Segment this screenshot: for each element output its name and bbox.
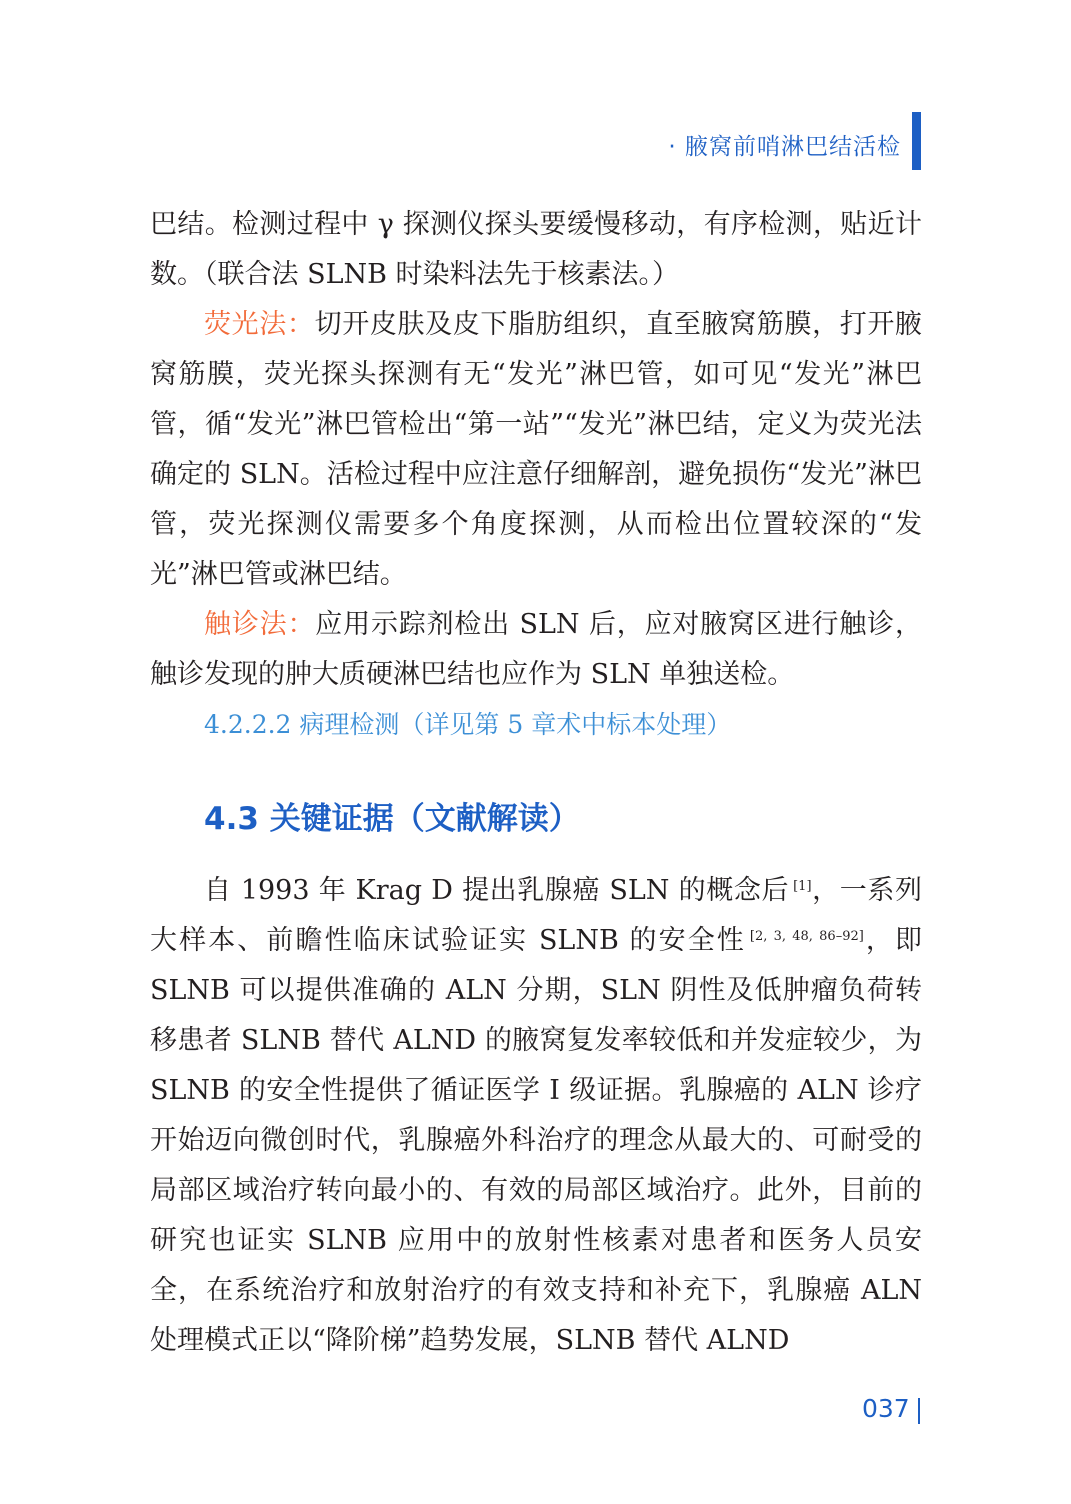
evidence-text-a: 自 1993 年 Krag D 提出乳腺癌 SLN 的概念后 — [204, 875, 790, 906]
paragraph-palpation — [150, 600, 922, 700]
subheading-pathology: 4.2.2.2 病理检测（详见第 5 章术中标本处理） — [204, 710, 732, 739]
text-fluorescence: 切开皮肤及皮下脂肪组织，直至腋窝筋膜，打开腋窝筋膜，荧光探头探测有无“发光”淋巴管，如可见“发光”淋巴管，循“发光”淋巴管检出“第一站”“发光”淋巴结，定义为荧光法确定的 SLN。活检过程中应注意仔细解剖，避免损伤“发光”淋巴管，荧光探测仪需要多个角度探测，从而检出位置较深的“发光”淋巴管或淋巴结。 — [150, 309, 923, 590]
evidence-text-c: ，即 SLNB 可以提供准确的 ALN 分期，SLN 阴性及低肿瘤负荷转移患者 SLNB 替代 ALND 的腋窝复发率较低和并发症较少，为 SLNB 的安全性提供了循证医学 Ⅰ 级证据。乳腺癌的 ALN 诊疗开始迈向微创时代，乳腺癌外科治疗的理念从最大的、可耐受的局部区域治疗转向最小的、有效的局部区域治疗。此外，目前的研究也证实 SLNB 应用中的放射性核素对患者和医务人员安全，在系统治疗和放射治疗的有效支持和补充下，乳腺癌 ALN 处理模式正以“降阶梯”趋势发展，SLNB 替代 ALND — [150, 925, 923, 1356]
text-palpation: 应用示踪剂检出 SLN 后，应对腋窝区进行触诊，触诊发现的肿大质硬淋巴结也应作为 SLN 单独送检。 — [150, 609, 922, 690]
paragraph-continued: 巴结。检测过程中 γ 探测仪探头要缓慢移动，有序检测，贴近计数。（联合法 SLNB 时染料法先于核素法。） — [150, 209, 922, 290]
body-text — [150, 200, 922, 1366]
evidence-text-b: ，一系列大样本、前瞻性临床试验证实 SLNB 的安全性 — [150, 875, 923, 956]
running-header: · 腋窝前哨淋巴结活检 — [668, 134, 901, 160]
label-fluorescence: 荧光法： — [204, 309, 315, 340]
citation-1: [1] — [793, 879, 812, 894]
section-title: 4.3 关键证据（文献解读） — [204, 801, 580, 837]
header-accent-bar — [912, 112, 921, 170]
label-palpation: 触诊法： — [204, 609, 316, 640]
page-number: 037 — [862, 1394, 910, 1423]
citation-2: [2, 3, 48, 86–92] — [749, 929, 864, 944]
paragraph-evidence — [150, 866, 922, 1366]
paragraph-fluorescence — [150, 300, 922, 600]
page-number-bar — [918, 1398, 920, 1424]
